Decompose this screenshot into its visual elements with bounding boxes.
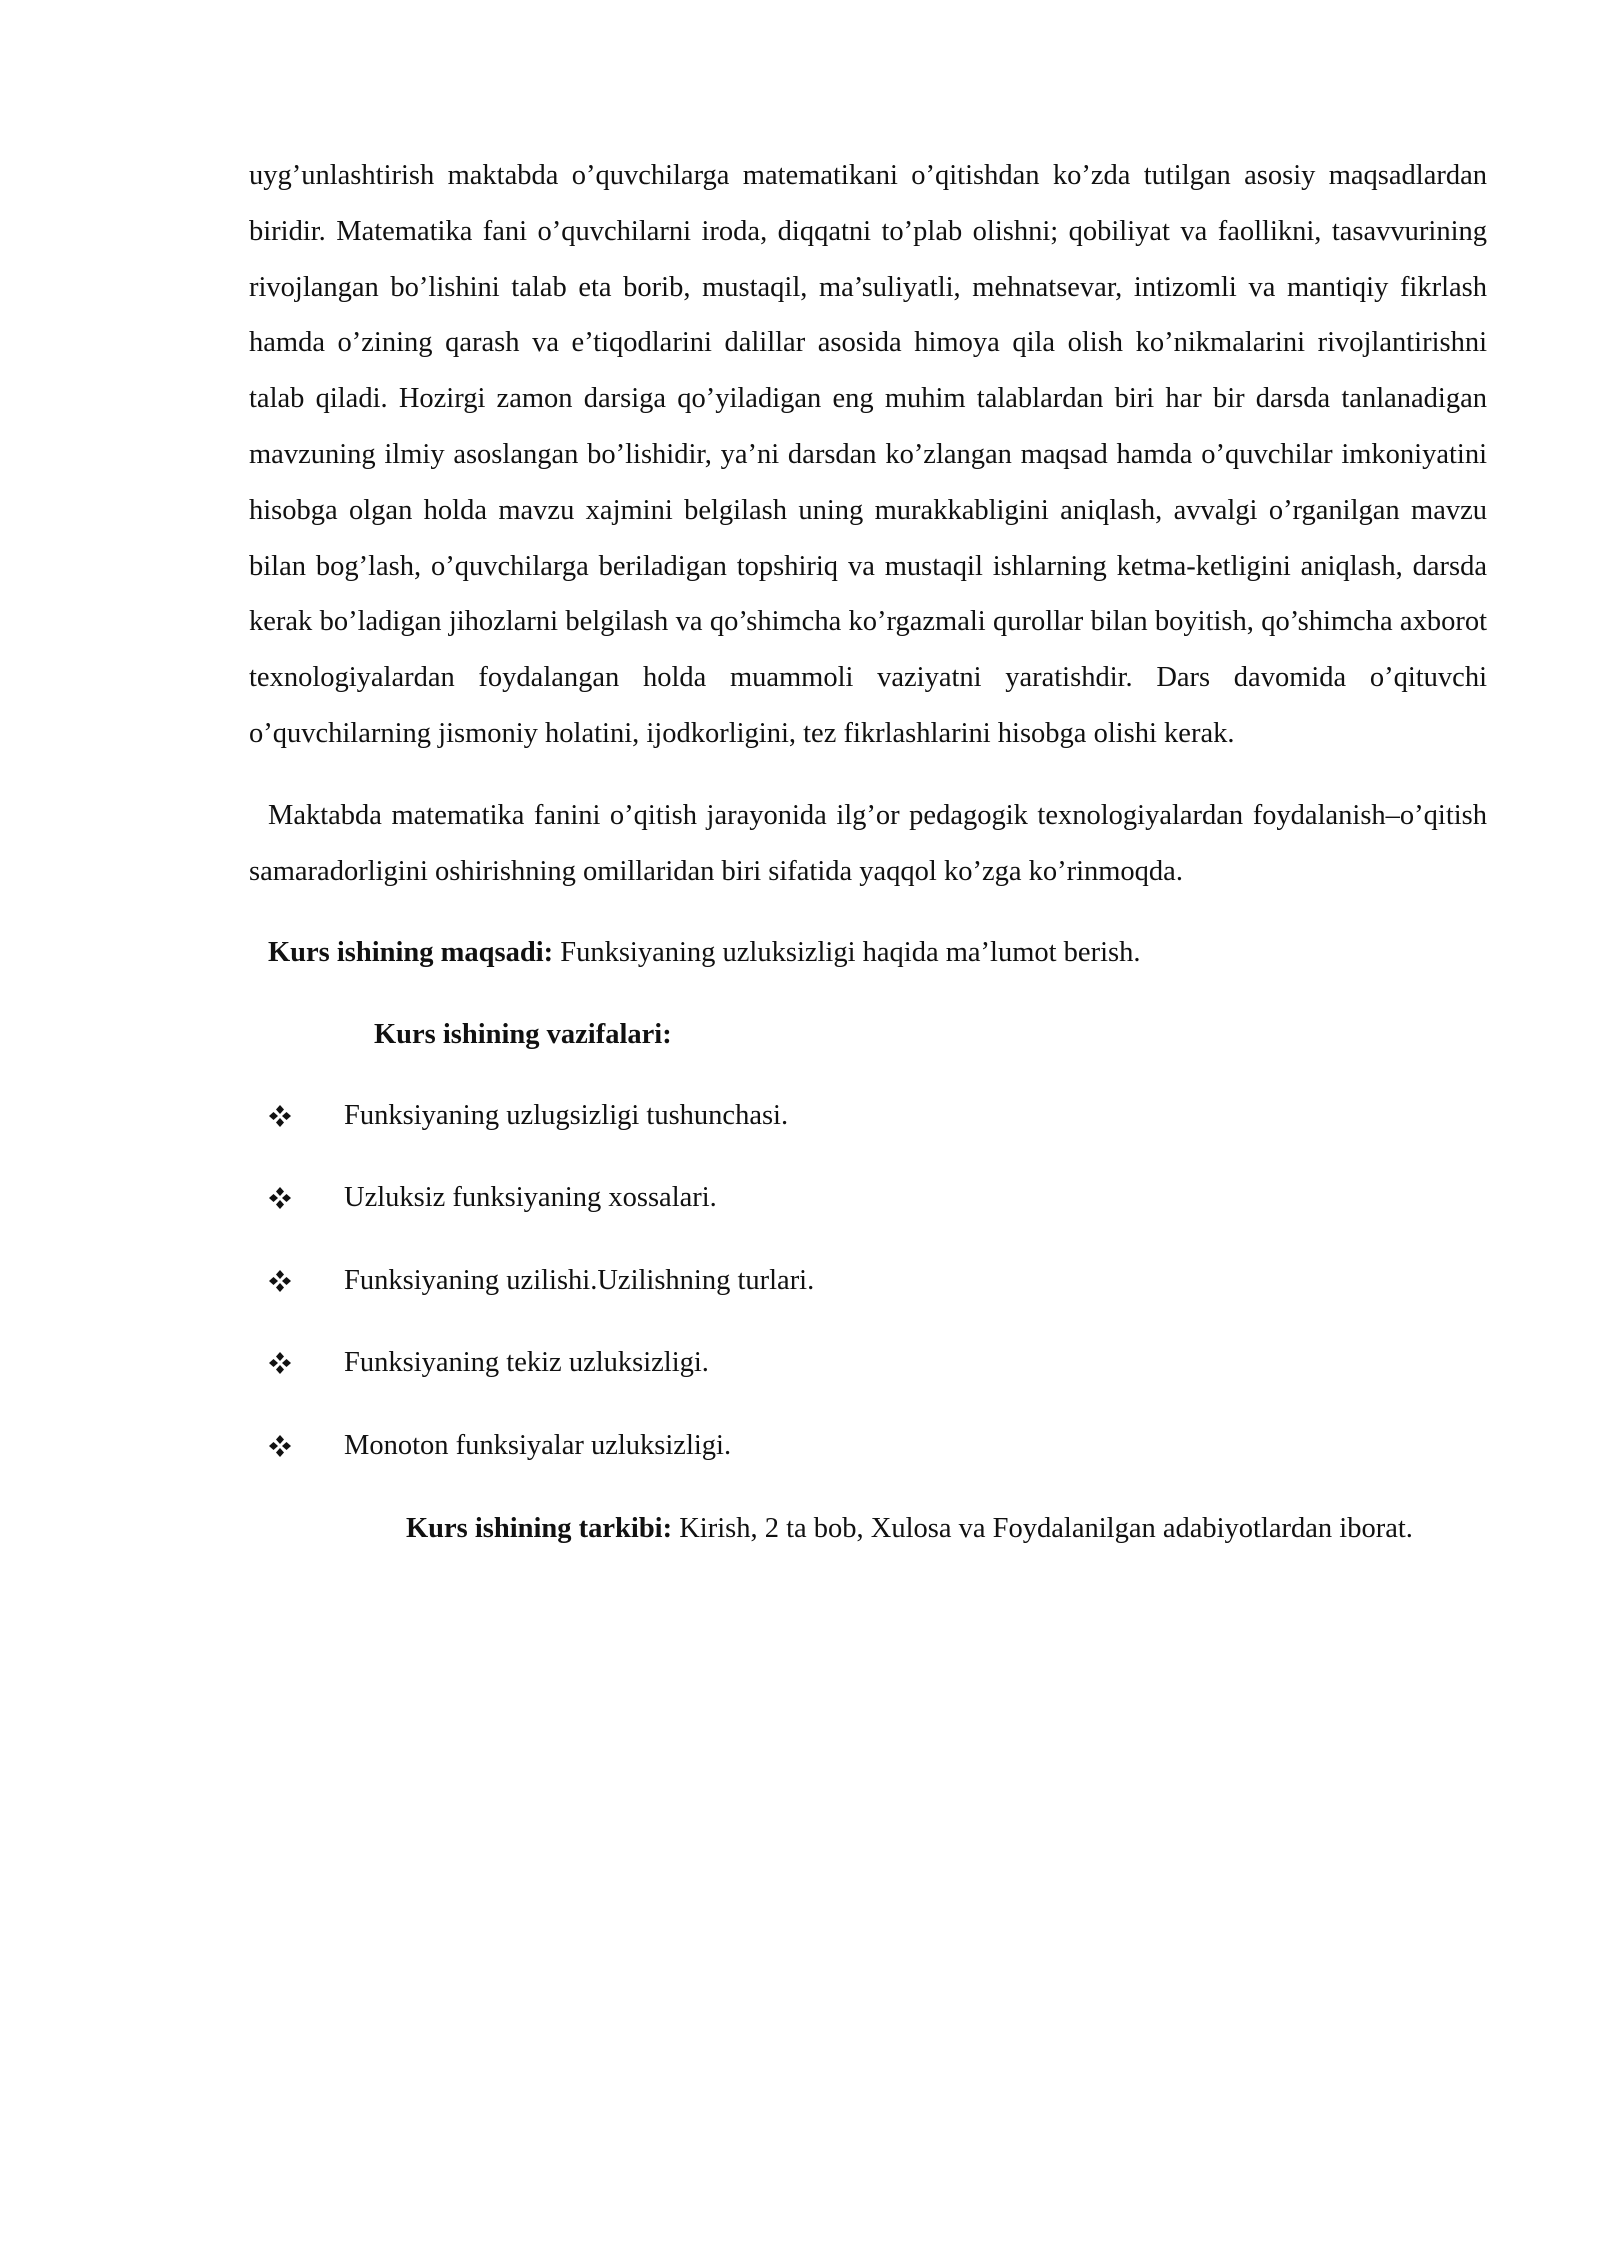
tasks-heading [249,1007,1487,1062]
four-diamond-bullet-icon [269,1187,291,1209]
course-goal-label: Kurs ishining maqsadi: [268,937,554,969]
list-item [249,1088,1487,1143]
list-item-text: Monoton funksiyalar uzluksizligi. [344,1429,732,1461]
four-diamond-bullet-icon [269,1352,291,1374]
list-item [249,1336,1487,1391]
four-diamond-bullet-icon [269,1435,291,1457]
list-item [249,1253,1487,1308]
list-item-text: Funksiyaning tekiz uzluksizligi. [344,1347,709,1379]
body-paragraph: Maktabda matematika fanini o’qitish jarayonida ilg’or pedagogik texnologiyalardan foydalanish–o’qitish samaradorligini oshirishning omillaridan biri sifatida yaqqol ko’zga ko’rinmoqda. [249,799,1487,887]
course-goal-text: Funksiyaning uzluksizligi haqida ma’lumot berish. [553,937,1141,969]
course-structure-text: Kirish, 2 ta bob, Xulosa va Foydalanilgan adabiyotlardan iborat. [672,1512,1413,1544]
tasks-list [249,1088,1487,1473]
document-page [249,148,1487,1557]
tasks-heading-label: Kurs ishining vazifalari: [374,1019,672,1051]
four-diamond-bullet-icon [269,1105,291,1127]
four-diamond-bullet-icon [269,1270,291,1292]
body-paragraph: uyg’unlashtirish maktabda o’quvchilarga matematikani o’qitishdan ko’zda tutilgan asosiy maqsadlardan biridir. Matematika fani o’quvchilarni iroda, diqqatni to’plab olishni; qobiliyat va faollikni, tasavvurining rivojlangan bo’lishini talab eta borib, mustaqil, ma’suliyatli, mehnatsevar, intizomli va mantiqiy fikrlash hamda o’zining qarash va e’tiqodlarini dalillar asosida himoya qila olish ko’nikmalarini rivojlantirishni talab qiladi. Hozirgi zamon darsiga qo’yiladigan eng muhim talablardan biri har bir darsda tanlanadigan mavzuning ilmiy asoslangan bo’lishidir, ya’ni darsdan ko’zlangan maqsad hamda o’quvchilar imkoniyatini hisobga olgan holda mavzu xajmini belgilash uning murakkabligini aniqlash, avvalgi o’rganilgan mavzu bilan bog’lash, o’quvchilarga beriladigan topshiriq va mustaqil ishlarning ketma-ketligini aniqlash, darsda kerak bo’ladigan jihozlarni belgilash va qo’shimcha ko’rgazmali qurollar bilan boyitish, qo’shimcha axborot texnologiyalardan foydalangan holda muammoli vaziyatni yaratishdir. Dars davomida o’qituvchi o’quvchilarning jismoniy holatini, ijodkorligini, tez fikrlashlarini hisobga olishi kerak. [249,160,1487,749]
course-goal [249,925,1487,980]
list-item [249,1418,1487,1473]
course-structure-label: Kurs ishining tarkibi: [406,1512,673,1544]
list-item-text: Funksiyaning uzlugsizligi tushunchasi. [344,1099,789,1131]
list-item [249,1171,1487,1226]
course-structure [249,1501,1487,1557]
list-item-text: Uzluksiz funksiyaning xossalari. [344,1182,717,1214]
list-item-text: Funksiyaning uzilishi.Uzilishning turlari. [344,1264,815,1296]
